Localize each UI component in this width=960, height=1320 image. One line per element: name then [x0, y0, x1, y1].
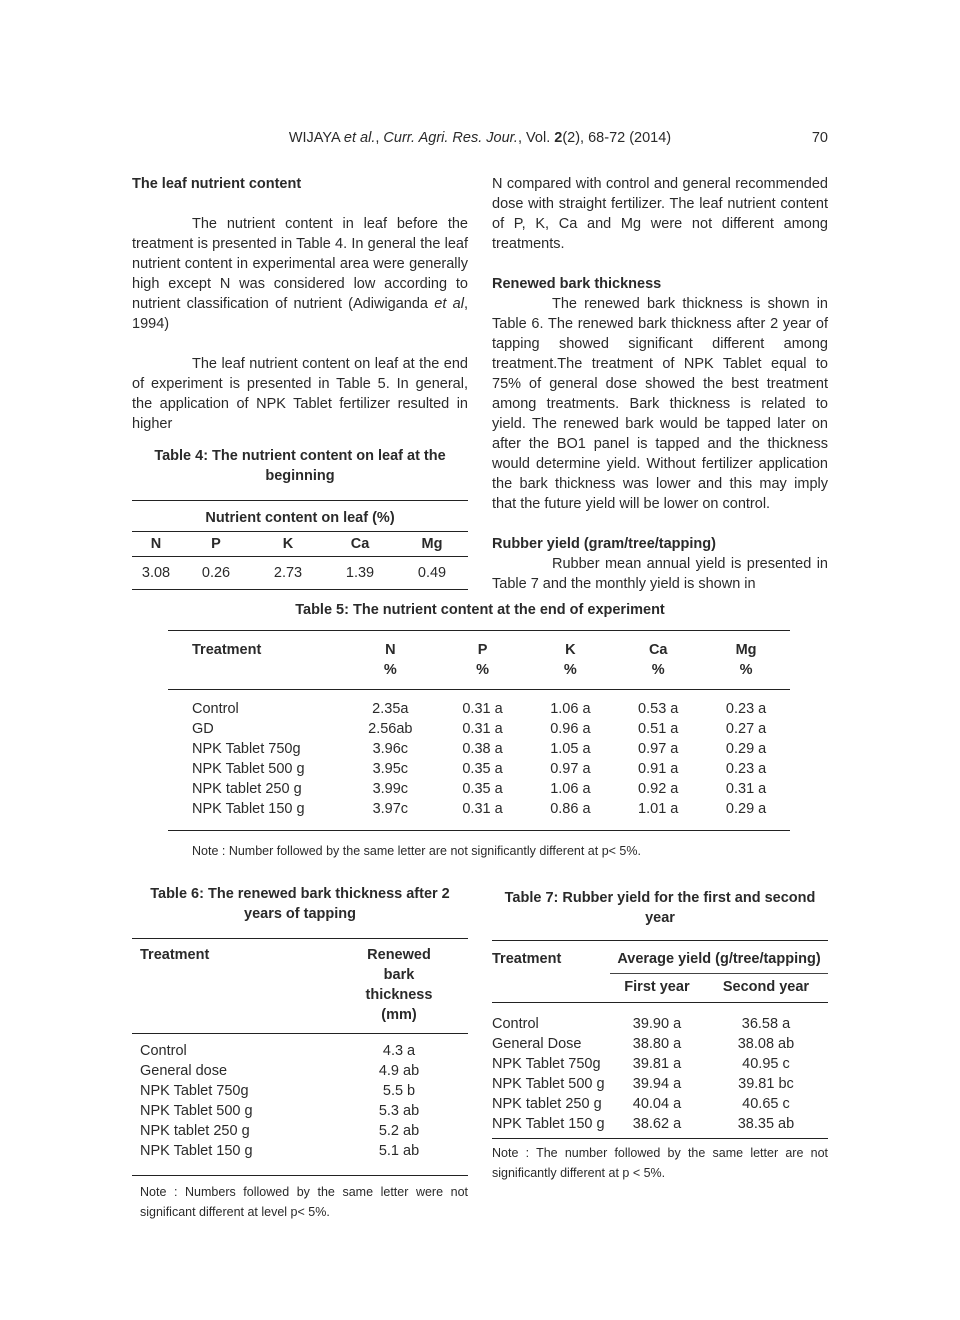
table4-group-header: Nutrient content on leaf (%) — [205, 510, 395, 526]
cell-n: 3.97c — [372, 801, 409, 817]
table6-caption: Table 6: The renewed bark thickness after 2 years of tapping — [150, 886, 450, 922]
paragraph-bark: The renewed bark thickness is shown in Table 6. The renewed bark thickness after 2 year of tapping showed significant different among treatment.The treatment of NPK Tablet equal to 75% of general dose showed the best treatment among treatments. Bark thickness is related to yield. The renewed bark would be tapped later on after the BO1 panel is tapped and the thickness would determine yield. Without fertilizer application the bark thickness was lower and this may imply that the future yield will be lower on control. — [492, 296, 828, 512]
cell-treatment: Control — [192, 701, 239, 717]
cell-n: 2.35a — [372, 701, 409, 717]
cell-thickness: 4.9 ab — [378, 1063, 420, 1079]
cell-n: 3.95c — [372, 761, 409, 777]
header-issue-pages: (2), 68-72 (2014) — [562, 130, 672, 146]
cell-thickness: 5.2 ab — [378, 1123, 420, 1139]
table-row — [492, 1094, 828, 1114]
table6-block — [132, 884, 468, 1222]
table7-blank-header — [492, 974, 610, 1003]
table-row — [492, 1034, 828, 1054]
table4-val-ca: 1.39 — [324, 557, 396, 590]
cell-k: 1.06 a — [550, 781, 591, 797]
table5-col-p — [439, 631, 527, 690]
cell-second-year: 40.95 c — [742, 1056, 790, 1072]
cell-treatment: Control — [492, 1016, 539, 1032]
table7-header-row — [492, 941, 828, 974]
table-row — [168, 739, 790, 759]
page-number: 70 — [811, 130, 828, 146]
table6-col-treatment: Treatment — [132, 939, 320, 1034]
table-row — [168, 719, 790, 739]
table5-col-treatment: Treatment — [168, 631, 342, 690]
table6-header-row — [132, 939, 468, 1034]
table7-block — [492, 888, 828, 1183]
cell-second-year: 38.08 ab — [737, 1036, 795, 1052]
cell-treatment: Control — [140, 1043, 187, 1059]
cell-p: 0.31 a — [462, 801, 503, 817]
cell-p: 0.38 a — [462, 741, 503, 757]
table4-col-k: K — [252, 532, 324, 557]
cell-p: 0.35 a — [462, 761, 503, 777]
cell-treatment: NPK Tablet 500 g — [192, 761, 305, 777]
cell-p: 0.31 a — [462, 701, 503, 717]
table-row — [132, 1034, 468, 1062]
paragraph-leaf-end: The leaf nutrient content on leaf at the end of experiment is presented in Table 5. In general, the application of NPK Tablet fertilizer resulted in higher — [132, 356, 468, 432]
table5-header-row — [168, 631, 790, 690]
cell-first-year: 38.62 a — [632, 1116, 682, 1132]
table5 — [168, 630, 790, 831]
header-volume: 2 — [554, 130, 563, 146]
table4-col-n: N — [132, 532, 180, 557]
col-name: N — [385, 642, 396, 658]
cell-n: 3.96c — [372, 741, 409, 757]
cell-thickness: 4.3 a — [382, 1043, 416, 1059]
header-etal: et al. — [343, 130, 376, 146]
cell-treatment: NPK Tablet 150 g — [192, 801, 305, 817]
cell-treatment: NPK Tablet 150 g — [140, 1143, 253, 1159]
table4-val-k: 2.73 — [252, 557, 324, 590]
table6-note: Note : Numbers followed by the same letter were not significant different at level p< 5%. — [140, 1185, 468, 1219]
cell-p: 0.31 a — [462, 721, 503, 737]
cell-treatment: General dose — [140, 1063, 228, 1079]
table4-col-ca: Ca — [324, 532, 396, 557]
table7-col-treatment: Treatment — [492, 951, 562, 967]
cell-mg: 0.31 a — [725, 781, 767, 797]
table4-col-p: P — [180, 532, 252, 557]
table5-col-mg — [702, 631, 790, 690]
cell-second-year: 38.35 ab — [737, 1116, 795, 1132]
section-heading-yield: Rubber yield (gram/tree/tapping) — [492, 536, 716, 552]
cell-mg: 0.27 a — [725, 721, 767, 737]
table5-col-k — [526, 631, 614, 690]
table7-col-first-year: First year — [610, 974, 704, 1003]
table-row — [168, 759, 790, 779]
table-row — [168, 779, 790, 799]
header-journal: Curr. Agri. Res. Jour. — [383, 130, 518, 146]
cell-n: 3.99c — [372, 781, 409, 797]
col-name: Mg — [735, 642, 757, 658]
table5-note: Note : Number followed by the same letter are not significantly different at p< 5%. — [192, 844, 641, 858]
cell-treatment: NPK tablet 250 g — [192, 781, 302, 797]
col-unit: % — [739, 662, 753, 678]
paragraph-yield: Rubber mean annual yield is presented in Table 7 and the monthly yield is shown in — [492, 556, 828, 592]
table-row — [492, 1074, 828, 1094]
cell-ca: 0.51 a — [638, 721, 679, 737]
table7-col-second-year: Second year — [704, 974, 828, 1003]
cell-treatment: NPK tablet 250 g — [492, 1096, 602, 1112]
cell-p: 0.35 a — [462, 781, 503, 797]
cell-thickness: 5.1 ab — [378, 1143, 420, 1159]
cell-second-year: 36.58 a — [741, 1016, 791, 1032]
paragraph-leaf-before — [132, 214, 468, 334]
cell-first-year: 39.94 a — [632, 1076, 682, 1092]
cell-mg: 0.23 a — [725, 761, 767, 777]
table4-caption: Table 4: The nutrient content on leaf at the beginning — [154, 448, 446, 484]
cell-mg: 0.23 a — [725, 701, 767, 717]
cell-ca: 1.01 a — [638, 801, 679, 817]
table5-col-ca — [614, 631, 702, 690]
right-column — [492, 174, 828, 594]
col-unit: % — [476, 662, 489, 678]
section-heading-bark: Renewed bark thickness — [492, 276, 662, 292]
table6 — [132, 938, 468, 1176]
citation: WIJAYA et al., Curr. Agri. Res. Jour., Vol. 2(2), 68-72 (2014) — [288, 130, 672, 146]
cell-treatment: NPK tablet 250 g — [140, 1123, 250, 1139]
table-row — [492, 1003, 828, 1035]
cell-treatment: NPK Tablet 500 g — [140, 1103, 253, 1119]
table-row — [132, 1121, 468, 1141]
cell-first-year: 39.81 a — [632, 1056, 682, 1072]
cell-treatment: NPK Tablet 750g — [492, 1056, 601, 1072]
table-row — [132, 1141, 468, 1176]
cell-treatment: General Dose — [492, 1036, 582, 1052]
cell-k: 0.86 a — [550, 801, 591, 817]
cell-first-year: 40.04 a — [632, 1096, 682, 1112]
cell-treatment: NPK Tablet 750g — [192, 741, 301, 757]
cell-thickness: 5.3 ab — [378, 1103, 420, 1119]
col-name: K — [565, 642, 576, 658]
col-unit: % — [383, 662, 397, 678]
col-unit: % — [651, 662, 665, 678]
cell-second-year: 40.65 c — [742, 1096, 790, 1112]
cell-first-year: 38.80 a — [632, 1036, 682, 1052]
table4-val-p: 0.26 — [180, 557, 252, 590]
cell-thickness: 5.5 b — [382, 1083, 416, 1099]
table-row — [168, 799, 790, 831]
para1-text-b: , 1994) — [132, 296, 468, 332]
cell-k: 1.06 a — [550, 701, 591, 717]
header-author: WIJAYA — [288, 130, 340, 146]
table4-val-n: 3.08 — [132, 557, 180, 590]
table6-col-thickness: Renewed bark thickness (mm) — [320, 939, 468, 1034]
left-column — [132, 174, 468, 590]
table4-val-mg: 0.49 — [396, 557, 468, 590]
running-header — [0, 130, 960, 150]
table7-col-group: Average yield (g/tree/tapping) — [610, 941, 828, 974]
col-name: P — [477, 642, 488, 658]
cell-second-year: 39.81 bc — [738, 1076, 794, 1092]
table-row — [492, 1054, 828, 1074]
cell-k: 1.05 a — [550, 741, 591, 757]
cell-ca: 0.91 a — [638, 761, 679, 777]
paragraph-continuation: N compared with control and general recommended dose with straight fertilizer. The leaf nutrient content of P, K, Ca and Mg were not different among treatments. — [492, 176, 828, 252]
col-unit: % — [563, 662, 577, 678]
para1-text-a: The nutrient content in leaf before the treatment is presented in Table 4. In general the leaf nutrient content in experimental area were generally high except N was considered low according to nutrient classification of nutrient (Adiwiganda — [132, 216, 468, 312]
para1-etal: et al — [434, 296, 464, 312]
table7 — [492, 940, 828, 1139]
table5-caption: Table 5: The nutrient content at the end of experiment — [295, 602, 665, 618]
table-row — [132, 1081, 468, 1101]
cell-ca: 0.97 a — [638, 741, 679, 757]
cell-n: 2.56ab — [368, 721, 413, 737]
cell-treatment: NPK Tablet 500 g — [492, 1076, 605, 1092]
table-row — [168, 690, 790, 720]
section-heading-leaf-nutrient: The leaf nutrient content — [132, 176, 302, 192]
cell-ca: 0.53 a — [638, 701, 679, 717]
table7-note: Note : The number followed by the same letter are not significantly different at p < 5%. — [492, 1146, 828, 1180]
table5-col-n — [342, 631, 439, 690]
cell-treatment: NPK Tablet 750g — [140, 1083, 249, 1099]
header-vol-prefix: Vol. — [526, 130, 551, 146]
table-row — [132, 1061, 468, 1081]
table4 — [132, 500, 468, 590]
cell-ca: 0.92 a — [638, 781, 679, 797]
table4-header-row — [132, 532, 468, 557]
cell-treatment: NPK Tablet 150 g — [492, 1116, 605, 1132]
cell-k: 0.97 a — [550, 761, 591, 777]
table-row — [132, 1101, 468, 1121]
table7-subheader-row — [492, 974, 828, 1003]
table-row — [132, 557, 468, 590]
cell-k: 0.96 a — [550, 721, 591, 737]
cell-mg: 0.29 a — [725, 801, 767, 817]
table7-caption: Table 7: Rubber yield for the first and second year — [504, 890, 816, 926]
col-name: Ca — [648, 642, 668, 658]
table-row — [492, 1114, 828, 1139]
table4-col-mg: Mg — [396, 532, 468, 557]
cell-mg: 0.29 a — [725, 741, 767, 757]
cell-treatment: GD — [192, 721, 214, 737]
cell-first-year: 39.90 a — [632, 1016, 682, 1032]
